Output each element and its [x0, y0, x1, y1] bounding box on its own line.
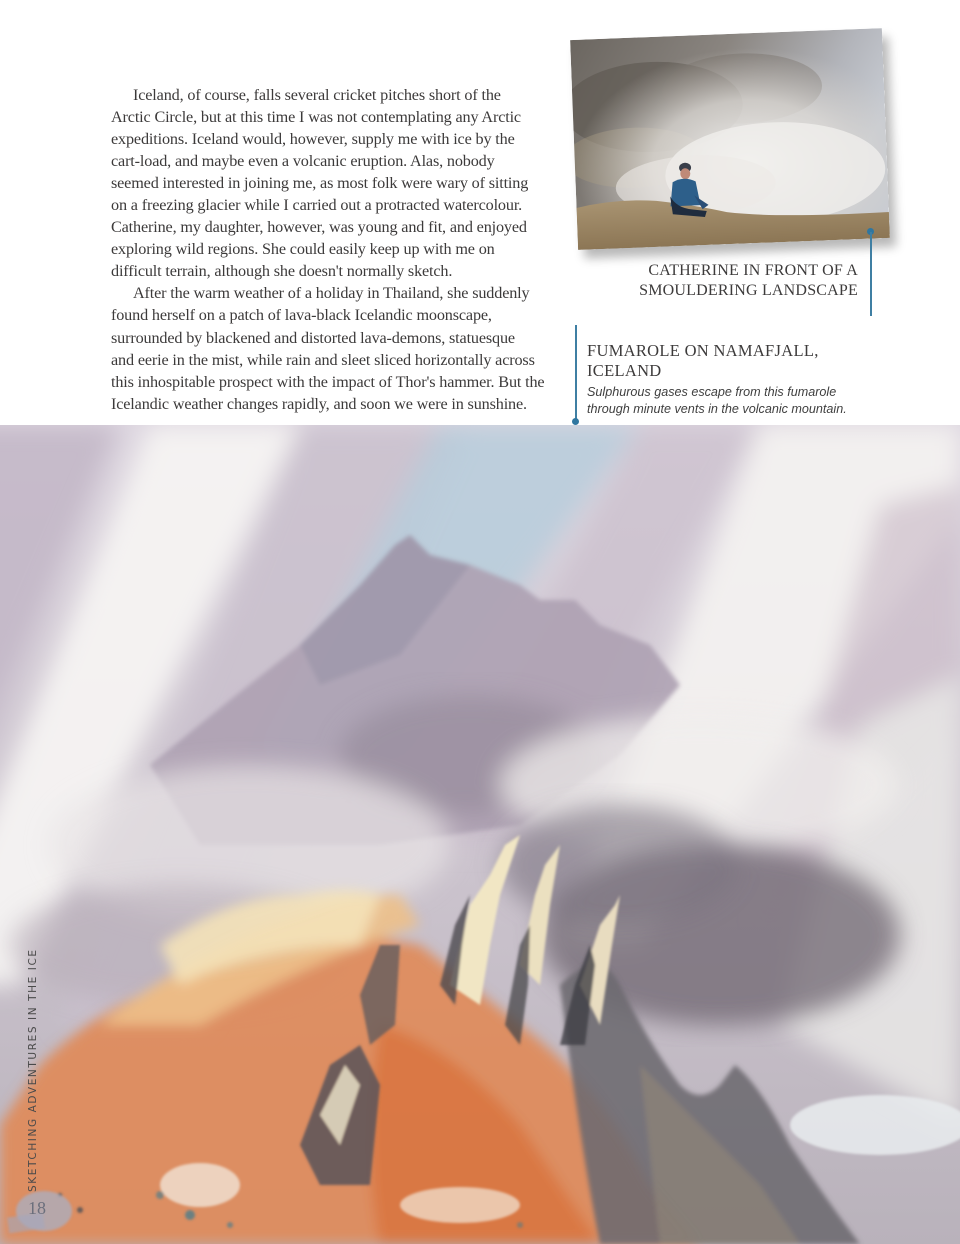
painting-caption-description: [587, 384, 907, 417]
photo-caption-line: CATHERINE IN FRONT OF A: [648, 262, 858, 279]
page-number: 18: [28, 1198, 46, 1218]
photo-caption-line: SMOULDERING LANDSCAPE: [639, 282, 858, 299]
text-line: cart-load, and maybe even a volcanic eruption. Alas, nobody: [111, 152, 495, 171]
photo-caption-leader-line: [870, 232, 872, 316]
paragraph-1: [111, 84, 566, 282]
text-line: After the warm weather of a holiday in Thailand, she suddenly: [133, 284, 530, 303]
painting-description-line: Sulphurous gases escape from this fumarole: [587, 385, 837, 399]
painting-title-line: ICELAND: [587, 361, 662, 380]
text-line: difficult terrain, although she doesn't normally sketch.: [111, 262, 453, 281]
text-line: exploring wild regions. She could easily keep up with me on: [111, 240, 495, 259]
painting-image: [0, 425, 960, 1244]
photo-image: [570, 28, 890, 250]
photo-catherine-fumarole: [570, 28, 890, 250]
text-line: on a freezing glacier while I carried out a protracted watercolour.: [111, 196, 523, 215]
text-line: Arctic Circle, but at this time I was not contemplating any Arctic: [111, 108, 521, 127]
painting-description-line: through minute vents in the volcanic mountain.: [587, 401, 847, 416]
text-line: surrounded by blackened and distorted lava-demons, statuesque: [111, 328, 515, 347]
text-line: Icelandic weather changes rapidly, and soon we were in sunshine.: [111, 394, 527, 413]
painting-title-line: FUMAROLE ON NAMAFJALL,: [587, 341, 819, 360]
paragraph-2: [111, 282, 566, 414]
leader-dot: [572, 418, 579, 425]
text-line: Catherine, my daughter, however, was young and fit, and enjoyed: [111, 218, 527, 237]
painting-caption-title: [587, 341, 907, 381]
text-line: and eerie in the mist, while rain and sleet sliced horizontally across: [111, 350, 535, 369]
painting-caption-leader-line: [575, 325, 577, 421]
text-line: this inhospitable prospect with the impact of Thor's hammer. But the: [111, 372, 545, 391]
text-line: Iceland, of course, falls several cricket pitches short of the: [133, 86, 501, 104]
photo-caption: [558, 261, 858, 301]
body-text: [111, 84, 566, 415]
text-line: expeditions. Iceland would, however, supply me with ice by the: [111, 130, 515, 149]
running-head: SKETCHING ADVENTURES IN THE ICE: [27, 948, 39, 1192]
text-line: seemed interested in joining me, as most folk were wary of sitting: [111, 174, 529, 193]
watercolor-painting-fumarole: [0, 425, 960, 1244]
text-line: found herself on a patch of lava-black Icelandic moonscape,: [111, 306, 492, 325]
